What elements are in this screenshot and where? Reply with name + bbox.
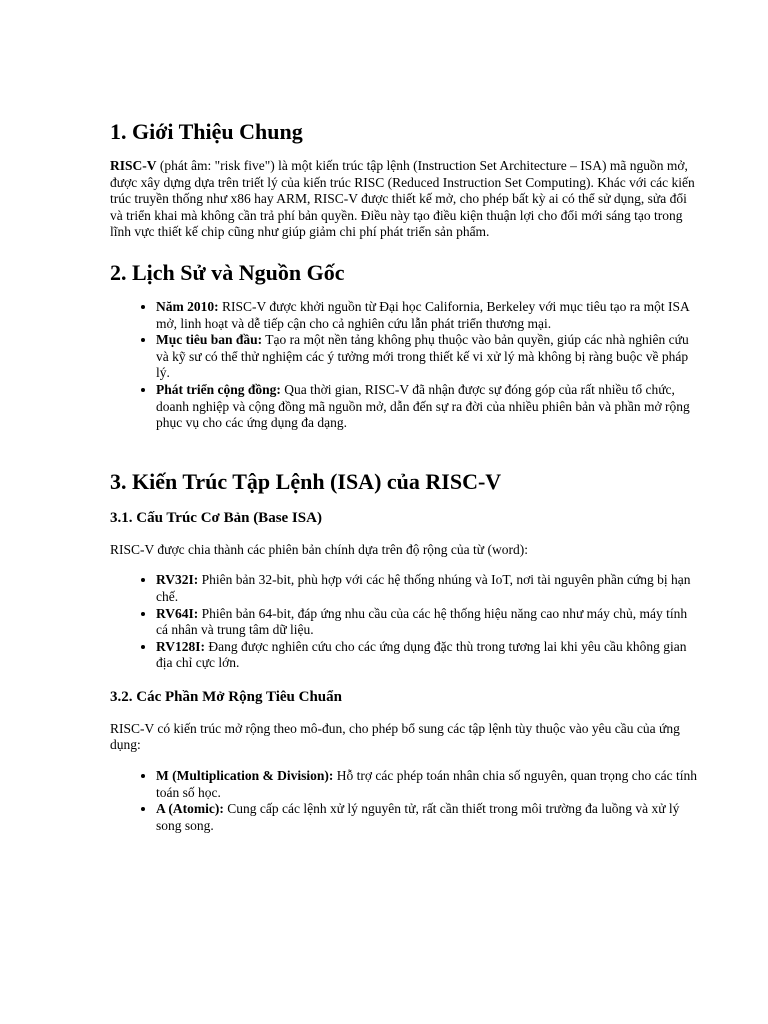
subsection-3-2-heading: 3.2. Các Phần Mở Rộng Tiêu Chuẩn [110,688,342,705]
list-item-text: Cung cấp các lệnh xử lý nguyên tử, rất cần thiết trong môi trường đa luồng và xử lý song song. [156,801,680,833]
list-item-label: RV128I: [156,638,206,654]
section-3-heading: 3. Kiến Trúc Tập Lệnh (ISA) của RISC-V [110,468,502,494]
list-item [156,606,700,639]
list-item [156,382,700,432]
list-item-text: RISC-V được khởi nguồn từ Đại học California, Berkeley với mục tiêu tạo ra một ISA mở, linh hoạt và dễ tiếp cận cho cả nghiên cứu lẫn phát triển thương mại. [156,298,689,331]
list-item [156,299,700,332]
list-item-label: A (Atomic): [156,801,224,817]
list-item-label: RV64I: [156,605,199,621]
document-content [110,118,700,834]
list-item [156,639,700,672]
list-item-text: Qua thời gian, RISC-V đã nhận được sự đóng góp của rất nhiều tổ chức, doanh nghiệp và cộng đồng mã nguồn mở, dẫn đến sự ra đời của nhiều phiên bản và phần mở rộng phục vụ cho các ứng dụng đa dạng. [156,381,690,431]
subsection-3-1-intro: RISC-V được chia thành các phiên bản chính dựa trên độ rộng của từ (word): [110,541,528,557]
list-item-label: Năm 2010: [156,298,219,314]
section-1-body: (phát âm: "risk five") là một kiến trúc tập lệnh (Instruction Set Architecture – ISA) mã nguồn mở, được xây dựng dựa trên triết lý của kiến trúc RISC (Reduced Instruction Set Computing). Khác với các kiến trúc truyền thống như x86 hay ARM, RISC-V được thiết kế mở, cho phép bất kỳ ai có thể sử dụng, sửa đổi và triển khai mà không cần trả phí bản quyền. Điều này tạo điều kiện thuận lợi cho đổi mới sáng tạo trong lĩnh vực thiết kế chip cũng như giúp giảm chi phí phát triển sản phẩm. [110,158,695,240]
list-item-text: Phiên bản 64-bit, đáp ứng nhu cầu của các hệ thống hiệu năng cao như máy chủ, máy tính cá nhân và trung tâm dữ liệu. [156,605,688,638]
history-list [110,299,700,432]
list-item [156,768,700,801]
subsection-3-1-heading: 3.1. Cấu Trúc Cơ Bản (Base ISA) [110,509,322,526]
section-1-heading: 1. Giới Thiệu Chung [110,119,303,144]
list-item-label: M (Multiplication & Division): [156,768,334,784]
list-item-text: Hỗ trợ các phép toán nhân chia số nguyên, quan trọng cho các tính toán số học. [156,768,698,800]
base-isa-list [110,572,700,672]
risc-v-term: RISC-V [110,158,157,173]
list-item-label: Mục tiêu ban đầu: [156,332,263,348]
list-item-label: RV32I: [156,572,199,588]
list-item-text: Phiên bản 32-bit, phù hợp với các hệ thống nhúng và IoT, nơi tài nguyên phần cứng bị hạn chế. [156,572,691,604]
list-item-text: Tạo ra một nền tảng không phụ thuộc vào bản quyền, giúp các nhà nghiên cứu và kỹ sư có thể thử nghiệm các ý tưởng mới trong thiết kế vi xử lý mà không bị ràng buộc về pháp lý. [156,332,689,381]
extensions-list [110,768,700,834]
list-item-label: Phát triển cộng đồng: [156,381,281,397]
section-2-heading: 2. Lịch Sử và Nguồn Gốc [110,259,345,285]
list-item [156,801,700,834]
list-item [156,572,700,605]
subsection-3-2-intro: RISC-V có kiến trúc mở rộng theo mô-đun, cho phép bổ sung các tập lệnh tùy thuộc vào yêu cầu của ứng dụng: [110,720,680,753]
list-item [156,332,700,382]
list-item-text: Đang được nghiên cứu cho các ứng dụng đặc thù trong tương lai khi yêu cầu không gian địa chỉ cực lớn. [156,638,687,671]
section-1-paragraph [110,158,700,241]
